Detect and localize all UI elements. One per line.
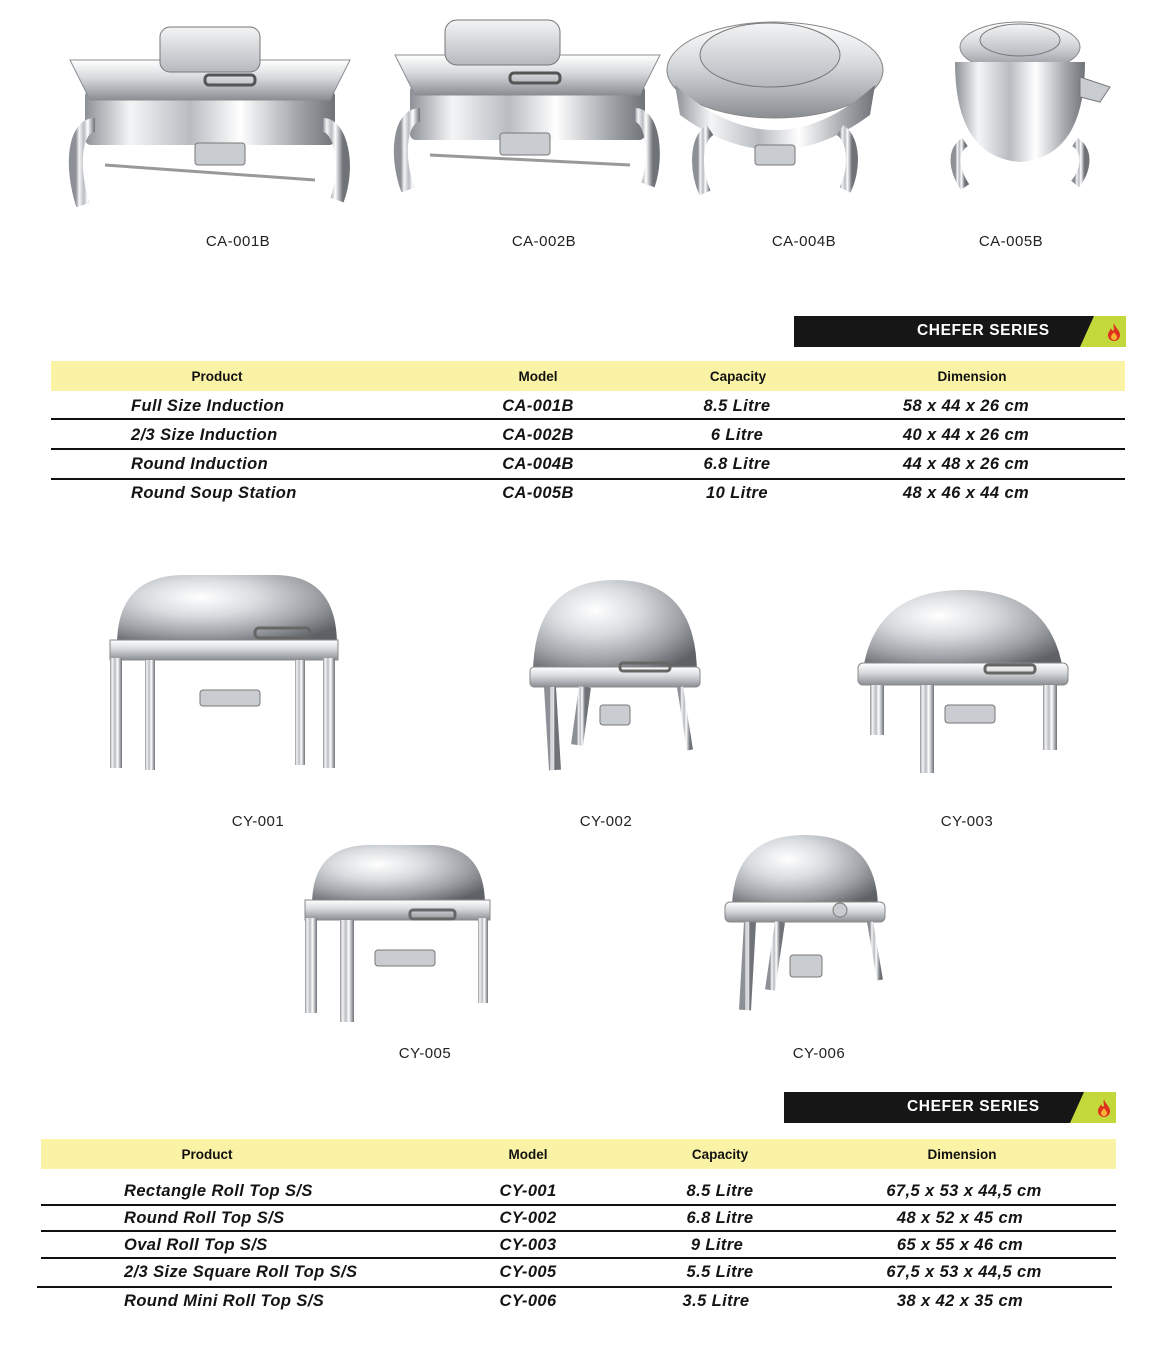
series-banner <box>794 316 1126 347</box>
flame-icon <box>1094 1098 1114 1118</box>
capacity-value: 8.5 Litre <box>686 1182 754 1200</box>
column-header-model: Model <box>508 1147 548 1162</box>
product-name: Round Roll Top S/S <box>124 1209 285 1227</box>
capacity-value: 3.5 Litre <box>682 1292 750 1310</box>
row-divider <box>51 478 1125 480</box>
round-soup-station-icon <box>935 12 1115 192</box>
row-divider <box>41 1257 1116 1259</box>
dimension-value: 67,5 x 53 x 44,5 cm <box>886 1263 1042 1281</box>
product-caption: CA-005B <box>978 233 1044 250</box>
product-image-cy-003 <box>855 585 1070 775</box>
dimension-value: 44 x 48 x 26 cm <box>902 455 1030 473</box>
product-image-cy-002 <box>525 575 705 775</box>
model-code: CY-001 <box>499 1182 557 1200</box>
round-mini-roll-top-chafer-icon <box>720 830 890 1015</box>
column-header-model: Model <box>518 369 558 384</box>
series-title: CHEFER SERIES <box>917 322 1050 339</box>
product-caption: CA-004B <box>771 233 837 250</box>
capacity-value: 5.5 Litre <box>686 1263 754 1281</box>
capacity-value: 6.8 Litre <box>686 1209 754 1227</box>
dimension-value: 65 x 55 x 46 cm <box>896 1236 1024 1254</box>
dimension-value: 67,5 x 53 x 44,5 cm <box>886 1182 1042 1200</box>
product-image-cy-006 <box>720 830 890 1015</box>
row-divider <box>41 1204 1116 1206</box>
square-roll-top-chafer-icon <box>300 840 495 1025</box>
row-divider <box>51 418 1125 420</box>
model-code: CA-001B <box>502 397 574 415</box>
table-header <box>51 361 1125 391</box>
capacity-value: 8.5 Litre <box>703 397 771 415</box>
product-image-ca-005b <box>935 12 1115 192</box>
column-header-product: Product <box>181 1147 233 1162</box>
product-image-cy-005 <box>300 840 495 1025</box>
product-caption: CY-006 <box>792 1045 846 1062</box>
product-image-ca-002b <box>390 15 665 195</box>
model-code: CY-003 <box>499 1236 557 1254</box>
product-name: Oval Roll Top S/S <box>124 1236 268 1254</box>
column-header-capacity: Capacity <box>691 1147 749 1162</box>
product-name: Rectangle Roll Top S/S <box>124 1182 313 1200</box>
row-divider <box>41 1230 1116 1232</box>
product-caption: CY-005 <box>398 1045 452 1062</box>
row-divider <box>37 1286 1112 1288</box>
dimension-value: 38 x 42 x 35 cm <box>896 1292 1024 1310</box>
product-caption: CA-001B <box>205 233 271 250</box>
product-image-ca-001b <box>65 15 355 210</box>
product-caption: CY-001 <box>231 813 285 830</box>
rectangular-induction-chafer-icon <box>65 15 355 210</box>
capacity-value: 9 Litre <box>690 1236 744 1254</box>
product-image-cy-001 <box>105 570 345 775</box>
dimension-value: 48 x 52 x 45 cm <box>896 1209 1024 1227</box>
table-header <box>41 1139 1116 1169</box>
rectangle-roll-top-chafer-icon <box>105 570 345 775</box>
model-code: CA-002B <box>502 426 574 444</box>
product-name: Round Mini Roll Top S/S <box>124 1292 325 1310</box>
dimension-value: 58 x 44 x 26 cm <box>902 397 1030 415</box>
dimension-value: 48 x 46 x 44 cm <box>902 484 1030 502</box>
product-caption: CA-002B <box>511 233 577 250</box>
product-name: Round Soup Station <box>131 484 297 502</box>
column-header-dimension: Dimension <box>937 369 1007 384</box>
product-name: Round Induction <box>131 455 269 473</box>
product-name: 2/3 Size Induction <box>131 426 278 444</box>
product-caption: CY-002 <box>579 813 633 830</box>
oval-roll-top-chafer-icon <box>855 585 1070 775</box>
product-caption: CY-003 <box>940 813 994 830</box>
series-banner <box>784 1092 1116 1123</box>
two-thirds-induction-chafer-icon <box>390 15 665 195</box>
model-code: CY-002 <box>499 1209 557 1227</box>
row-divider <box>51 448 1125 450</box>
dimension-value: 40 x 44 x 26 cm <box>902 426 1030 444</box>
column-header-product: Product <box>191 369 243 384</box>
product-name: 2/3 Size Square Roll Top S/S <box>124 1263 358 1281</box>
model-code: CY-006 <box>499 1292 557 1310</box>
product-image-ca-004b <box>665 15 885 195</box>
flame-icon <box>1104 322 1124 342</box>
product-name: Full Size Induction <box>131 397 285 415</box>
round-induction-chafer-icon <box>665 15 885 195</box>
model-code: CA-005B <box>502 484 574 502</box>
model-code: CA-004B <box>502 455 574 473</box>
capacity-value: 6.8 Litre <box>703 455 771 473</box>
round-roll-top-chafer-icon <box>525 575 705 775</box>
column-header-dimension: Dimension <box>927 1147 997 1162</box>
capacity-value: 6 Litre <box>710 426 764 444</box>
model-code: CY-005 <box>499 1263 557 1281</box>
column-header-capacity: Capacity <box>709 369 767 384</box>
series-title: CHEFER SERIES <box>907 1098 1040 1115</box>
capacity-value: 10 Litre <box>706 484 768 502</box>
